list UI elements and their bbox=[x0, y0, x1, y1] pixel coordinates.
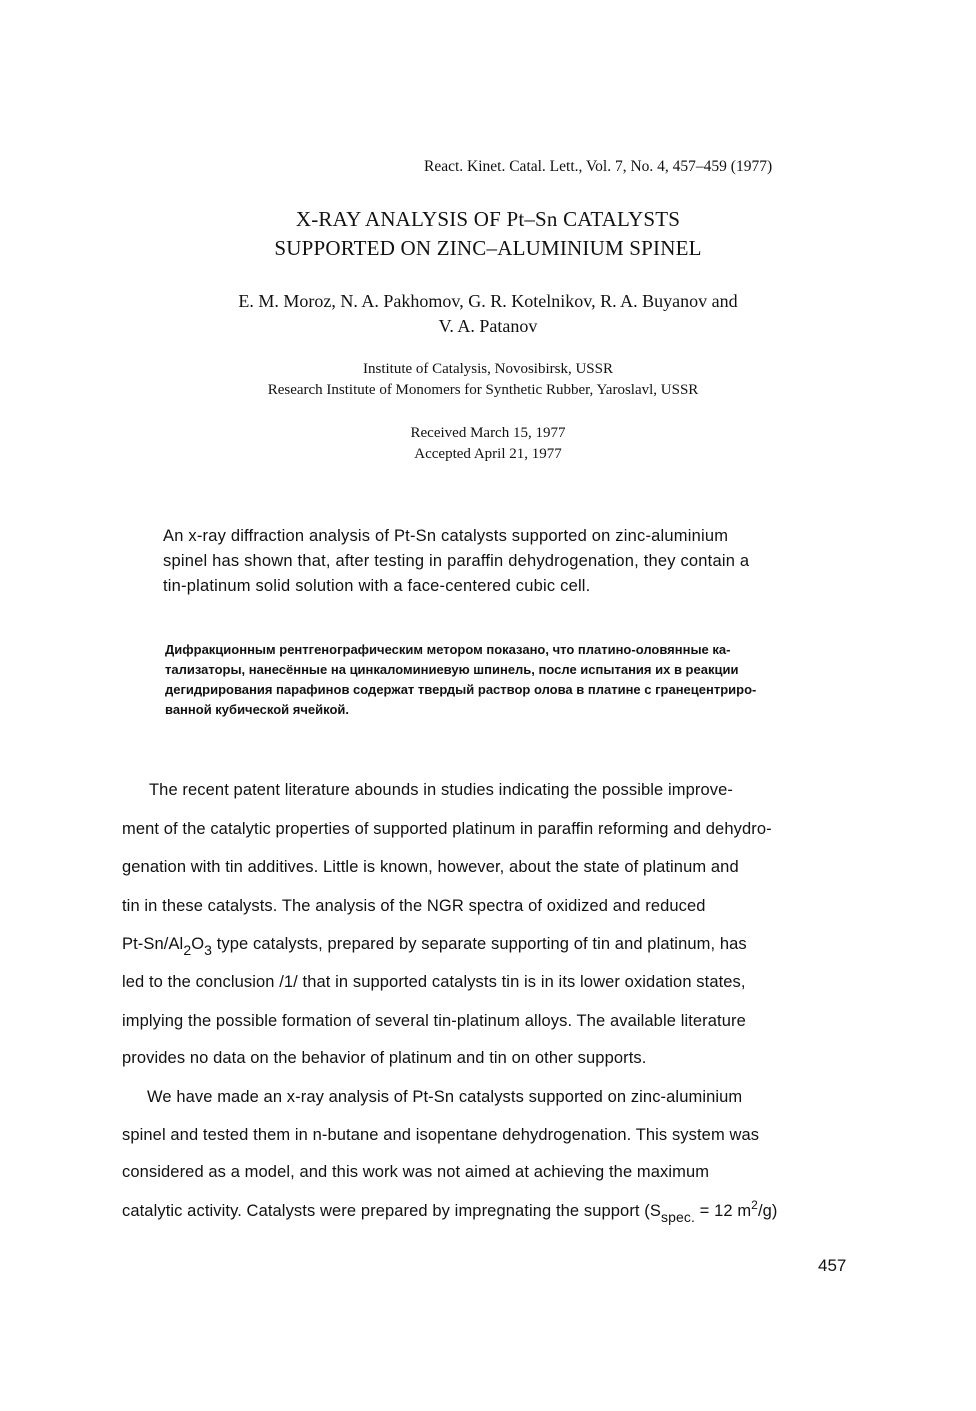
authors-line-1: E. M. Moroz, N. A. Pakhomov, G. R. Kotelnikov, R. A. Buyanov and bbox=[238, 291, 738, 311]
abstract-english bbox=[163, 524, 863, 599]
affiliation-1: Institute of Catalysis, Novosibirsk, USSR bbox=[362, 361, 613, 377]
page-number: 457 bbox=[818, 1256, 847, 1275]
body-line: catalytic activity. Catalysts were prepared by impregnating the support ($S_{spec.} = 12$ $m^2/g$) bbox=[122, 1198, 778, 1225]
body-line: $Pt-Sn/Al_2O_3$ type catalysts, prepared by separate supporting of tin and platinum, has bbox=[122, 935, 747, 958]
abstract-line: spinel has shown that, after testing in paraffin dehydrogenation, they contain a bbox=[163, 552, 750, 570]
abstract-line: ванной кубической ячейкой. bbox=[165, 702, 350, 717]
abstract-line: дегидрирования парафинов содержат твердый раствор олова в платине с гранецентриро- bbox=[165, 682, 757, 697]
body-line: provides no data on the behavior of platinum and tin on other supports. bbox=[122, 1049, 647, 1067]
abstract-line: An x-ray diffraction analysis of Pt-Sn catalysts supported on zinc-aluminium bbox=[163, 527, 729, 545]
body-line: tin in these catalysts. The analysis of the NGR spectra of oxidized and reduced bbox=[122, 897, 706, 915]
affiliation-2: Research Institute of Monomers for Synthetic Rubber, Yaroslavl, USSR bbox=[267, 382, 699, 398]
accepted-date: Accepted April 21, 1977 bbox=[414, 446, 562, 462]
abstract-line: Дифракционным рентгенографическим метором показано, что платино-оловянные ка- bbox=[165, 642, 731, 657]
body-line: ment of the catalytic properties of supported platinum in paraffin reforming and dehydro- bbox=[122, 820, 772, 838]
body-line: implying the possible formation of several tin-platinum alloys. The available literature bbox=[122, 1012, 746, 1030]
body-line: The recent patent literature abounds in studies indicating the possible improve- bbox=[149, 781, 734, 799]
authors-line-2: V. A. Patanov bbox=[438, 316, 538, 336]
article-title-line-1: X-RAY ANALYSIS OF Pt–Sn CATALYSTS bbox=[295, 207, 681, 231]
body-line: spinel and tested them in n-butane and isopentane dehydrogenation. This system was bbox=[122, 1126, 760, 1144]
abstract-line: tin-platinum solid solution with a face-centered cubic cell. bbox=[163, 577, 591, 595]
journal-citation: React. Kinet. Catal. Lett., Vol. 7, No. 4, 457–459 (1977) bbox=[424, 158, 773, 175]
body-line: We have made an x-ray analysis of Pt-Sn catalysts supported on zinc-aluminium bbox=[147, 1088, 743, 1106]
article-title-line-2: SUPPORTED ON ZINC–ALUMINIUM SPINEL bbox=[274, 236, 702, 260]
body-line: led to the conclusion /1/ that in supported catalysts tin is in its lower oxidation states, bbox=[122, 973, 746, 991]
body-line: considered as a model, and this work was not aimed at achieving the maximum bbox=[122, 1163, 710, 1181]
body-line: genation with tin additives. Little is known, however, about the state of platinum and bbox=[122, 858, 739, 876]
received-date: Received March 15, 1977 bbox=[410, 425, 566, 441]
abstract-line: тализаторы, нанесённые на цинкаломиниевую шпинель, после испытания их в реакции bbox=[165, 662, 739, 677]
abstract-russian bbox=[165, 640, 865, 720]
